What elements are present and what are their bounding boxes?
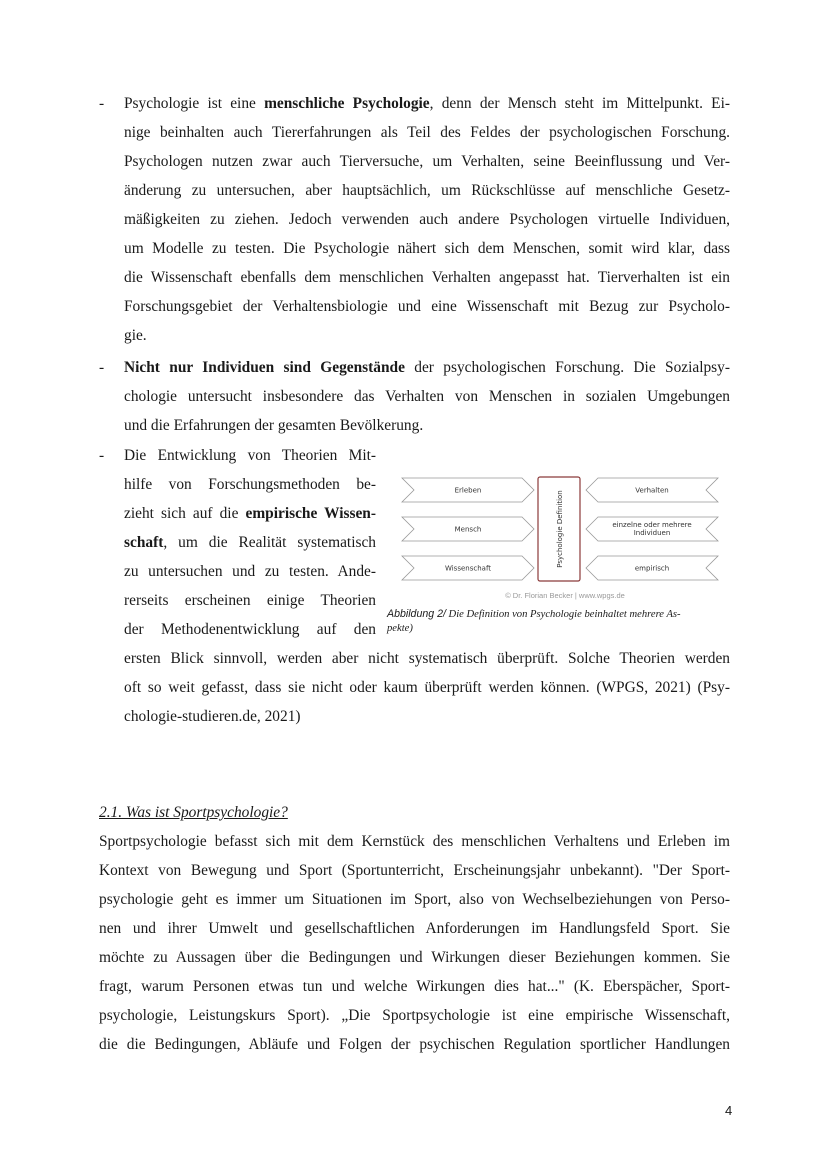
- paragraph-line: der Methodenentwicklung auf den: [124, 621, 376, 638]
- svg-text:Verhalten: Verhalten: [635, 486, 669, 495]
- paragraph-line: Nicht nur Individuen sind Gegenstände der psychologischen Forschung. Die Sozialpsy-: [124, 359, 730, 376]
- diagram-left-item: [402, 517, 534, 541]
- paragraph-line: zu untersuchen und zu testen. Ande-: [124, 563, 376, 580]
- svg-text:Wissenschaft: Wissenschaft: [444, 564, 492, 573]
- paragraph-line: Psychologen nutzen zwar auch Tierversuche, um Verhalten, seine Beeinflussung und Ver-: [124, 153, 730, 170]
- paragraph-line: oft so weit gefasst, dass sie nicht oder kaum überprüft werden können. (WPGS, 2021) (Psy-: [124, 679, 730, 696]
- paragraph-line: die die Bedingungen, Abläufe und Folgen der psychischen Regulation sportlicher Handlungen: [99, 1036, 730, 1053]
- paragraph-line: nige beinhalten auch Tiererfahrungen als Teil des Feldes der psychologischen Forschung.: [124, 124, 730, 141]
- paragraph-line: um Modelle zu testen. Die Psychologie nähert sich dem Menschen, somit wird klar, dass: [124, 240, 730, 257]
- paragraph-line: ersten Blick sinnvoll, werden aber nicht systematisch überprüft. Solche Theorien werden: [124, 650, 730, 667]
- paragraph-line: mäßigkeiten zu ziehen. Jedoch verwenden auch andere Psychologen virtuelle Individuen,: [124, 211, 730, 228]
- diagram-left-item: [402, 556, 534, 580]
- caption-text: Die Definition von Psychologie beinhaltet mehrere As-: [445, 609, 681, 620]
- paragraph-line: und die Erfahrungen der gesamten Bevölkerung.: [124, 417, 424, 434]
- diagram-right-item: [586, 556, 718, 580]
- svg-text:Individuen: Individuen: [633, 529, 671, 537]
- paragraph-line: schaft, um die Realität systematisch: [124, 534, 376, 551]
- svg-text:empirisch: empirisch: [634, 564, 670, 573]
- paragraph-line: möchte zu Aussagen über die Bedingungen und Wirkungen dieser Beziehungen kommen. Sie: [99, 949, 730, 966]
- paragraph-line: Forschungsgebiet der Verhaltensbiologie und eine Wissenschaft mit Bezug zur Psycholo-: [124, 298, 730, 315]
- caption-text-cont: pekte): [387, 623, 413, 634]
- diagram-right-item: [586, 517, 718, 541]
- diagram-right-item: [586, 478, 718, 502]
- paragraph-line: Kontext von Bewegung und Sport (Sportunterricht, Erscheinungsjahr unbekannt). "Der Sport-: [99, 862, 730, 879]
- bold-term: menschliche Psychologie: [264, 95, 430, 112]
- paragraph-line: gie.: [124, 327, 147, 344]
- diagram-left-item: [402, 478, 534, 502]
- caption-label: Abbildung 2/: [387, 608, 446, 620]
- bullet-marker: -: [99, 447, 105, 464]
- paragraph-line: chologie-studieren.de, 2021): [124, 708, 301, 725]
- paragraph-line: Psychologie ist eine menschliche Psychologie, denn der Mensch steht im Mittelpunkt. Ei-: [124, 95, 730, 112]
- paragraph-line: psychologie, Leistungskurs Sport). „Die Sportpsychologie ist eine empirische Wissenschaft,: [99, 1007, 730, 1024]
- bold-term: Nicht nur Individuen sind Gegenstände: [124, 359, 405, 376]
- svg-text:Mensch: Mensch: [454, 525, 482, 534]
- page-number: 4: [725, 1103, 733, 1118]
- figure-caption: [387, 607, 737, 636]
- diagram-center-box: [538, 477, 580, 581]
- paragraph-line: nen und ihrer Umwelt und gesellschaftlichen Anforderungen im Handlungsfeld Sport. Sie: [99, 920, 730, 937]
- paragraph-line: hilfe von Forschungsmethoden be-: [124, 476, 376, 493]
- paragraph-line: rerseits erscheinen einige Theorien: [124, 592, 376, 609]
- paragraph-line: die Wissenschaft ebenfalls dem menschlichen Verhalten angepasst hat. Tierverhalten ist ein: [124, 269, 730, 286]
- figure-copyright: © Dr. Florian Becker | www.wpgs.de: [505, 591, 625, 600]
- svg-text:einzelne oder mehrere: einzelne oder mehrere: [612, 521, 692, 529]
- bullet-marker: -: [99, 95, 105, 112]
- svg-text:Erleben: Erleben: [454, 486, 482, 495]
- paragraph-line: chologie untersucht insbesondere das Verhalten von Menschen in sozialen Umgebungen: [124, 388, 730, 405]
- paragraph-line: fragt, warum Personen etwas tun und welche Wirkungen dies hat..." (K. Eberspächer, Sport-: [99, 978, 730, 995]
- bold-term: schaft: [124, 534, 164, 551]
- section-heading: 2.1. Was ist Sportpsychologie?: [99, 804, 288, 821]
- paragraph-line: Sportpsychologie befasst sich mit dem Kernstück des menschlichen Verhaltens und Erleben im: [99, 833, 730, 850]
- bullet-marker: -: [99, 359, 105, 376]
- bold-term: empirische Wissen-: [245, 505, 376, 522]
- paragraph-line: psychologie geht es immer um Situationen im Sport, also von Wechselbeziehungen von Perso-: [99, 891, 730, 908]
- paragraph-line: zieht sich auf die empirische Wissen-: [124, 505, 376, 522]
- paragraph-line: änderung zu untersuchen, aber hauptsächlich, um Rückschlüsse auf menschliche Gesetz-: [124, 182, 730, 199]
- definition-diagram: [400, 470, 730, 605]
- paragraph-line: Die Entwicklung von Theorien Mit-: [124, 447, 376, 464]
- svg-text:Psychologie Definition: Psychologie Definition: [556, 490, 564, 568]
